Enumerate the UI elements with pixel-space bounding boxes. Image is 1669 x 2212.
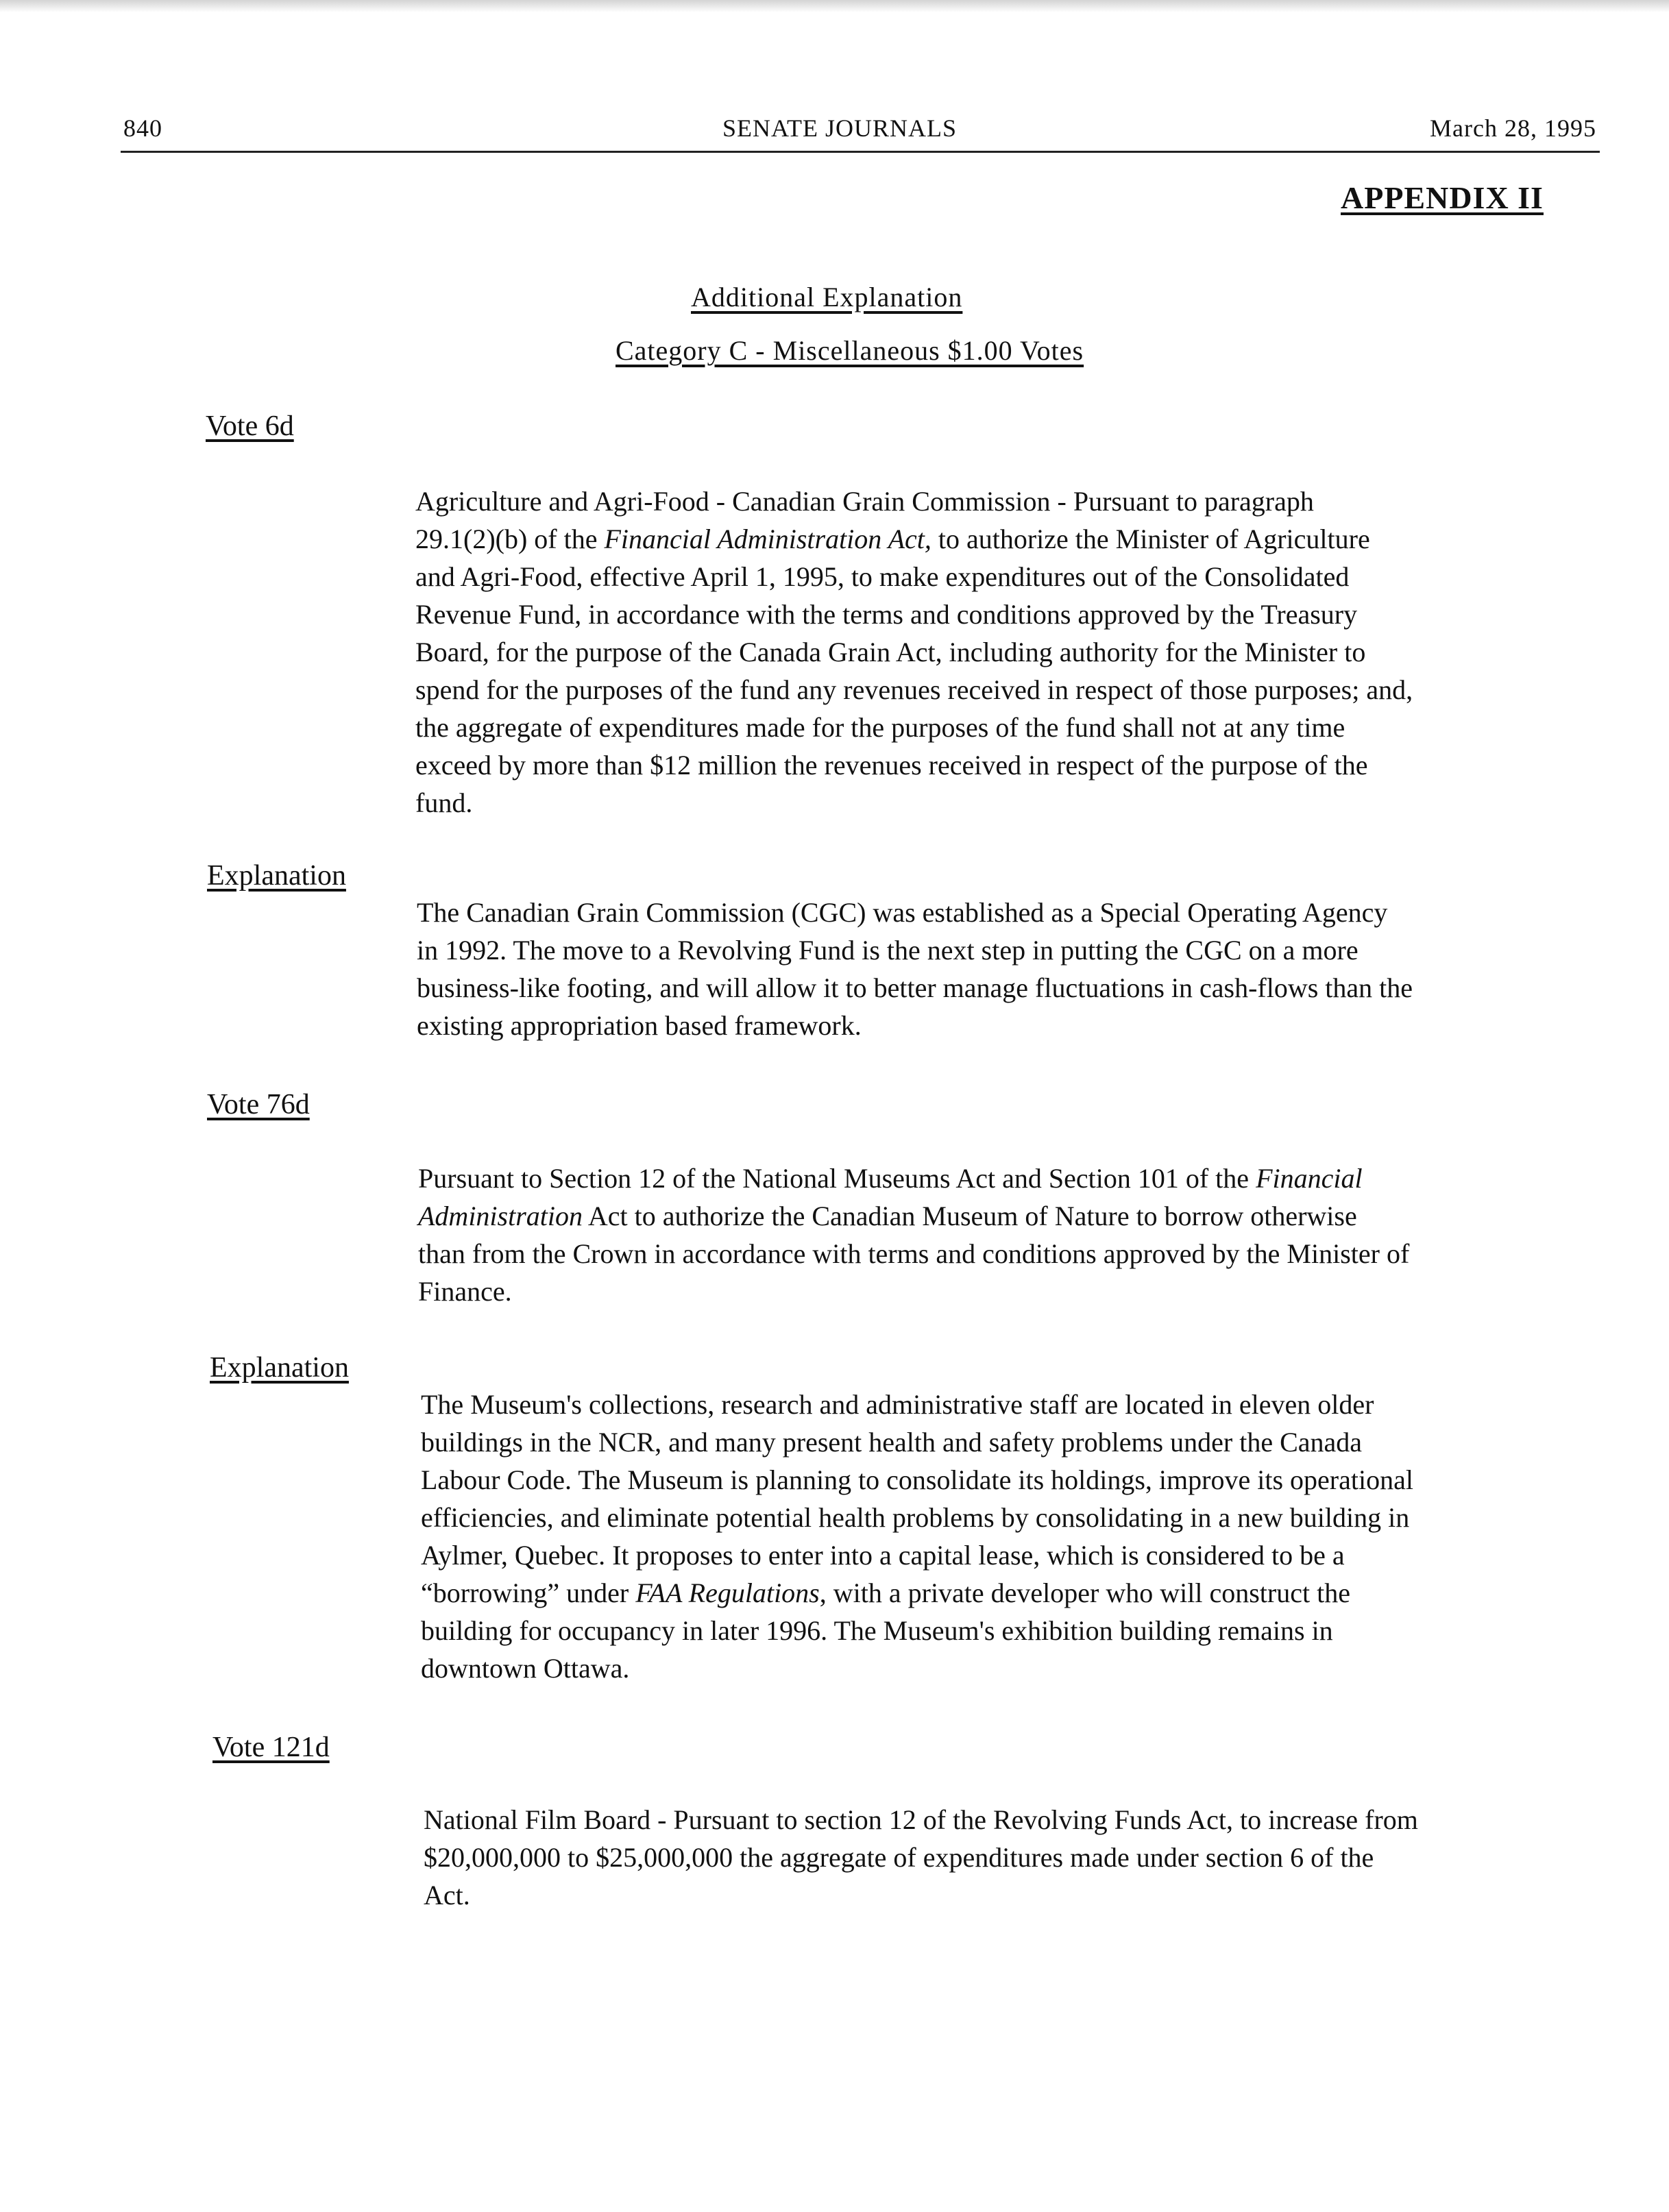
italic-act-title: Financial	[1256, 1163, 1363, 1194]
page-date: March 28, 1995	[1430, 114, 1596, 142]
vote-6d-label: Vote 6d	[206, 410, 294, 442]
text-line: Act.	[424, 1880, 470, 1910]
vote-121d-text	[424, 1801, 1418, 1914]
text-line: National Film Board - Pursuant to section 12 of the Revolving Funds Act, to increase from	[424, 1804, 1418, 1835]
italic-act-title: Administration	[418, 1201, 583, 1231]
text-line: spend for the purposes of the fund any revenues received in respect of those purposes; and,	[415, 674, 1413, 705]
text-line: The Museum's collections, research and administrative staff are located in eleven older	[421, 1389, 1374, 1420]
text-line: existing appropriation based framework.	[417, 1010, 862, 1041]
italic-act-title: Financial Administration Act,	[604, 524, 931, 554]
header-rule	[121, 151, 1600, 153]
scan-edge-shadow	[0, 0, 1669, 12]
text-line: 29.1(2)(b) of the Financial Administration Act, to authorize the Minister of Agriculture	[415, 524, 1370, 554]
text-line: Pursuant to Section 12 of the National Museums Act and Section 101 of the Financial	[418, 1163, 1363, 1194]
section-subtitle: Category C - Miscellaneous $1.00 Votes	[616, 335, 1084, 366]
italic-regulations: FAA Regulations	[635, 1577, 820, 1608]
text-line: in 1992. The move to a Revolving Fund is the next step in putting the CGC on a more	[417, 935, 1359, 966]
text-line: Board, for the purpose of the Canada Grain Act, including authority for the Minister to	[415, 637, 1366, 667]
appendix-title: APPENDIX II	[1341, 180, 1544, 215]
vote-121d-label: Vote 121d	[212, 1732, 330, 1763]
page-number: 840	[123, 114, 162, 142]
text-line: Labour Code. The Museum is planning to consolidate its holdings, improve its operational	[421, 1464, 1413, 1495]
text-line: and Agri-Food, effective April 1, 1995, to make expenditures out of the Consolidated	[415, 561, 1350, 592]
text-line: Revenue Fund, in accordance with the terms and conditions approved by the Treasury	[415, 599, 1358, 630]
text-line: Administration Act to authorize the Canadian Museum of Nature to borrow otherwise	[418, 1201, 1357, 1231]
text-line: the aggregate of expenditures made for the purposes of the fund shall not at any time	[415, 712, 1345, 743]
text-line: downtown Ottawa.	[421, 1653, 630, 1684]
text-line: “borrowing” under FAA Regulations, with a private developer who will construct the	[421, 1577, 1350, 1608]
text-line: Finance.	[418, 1276, 512, 1307]
text-line: building for occupancy in later 1996. The Museum's exhibition building remains in	[421, 1615, 1333, 1646]
vote-76d-label: Vote 76d	[207, 1089, 310, 1120]
explanation-label: Explanation	[210, 1352, 349, 1384]
text-line: buildings in the NCR, and many present health and safety problems under the Canada	[421, 1427, 1363, 1458]
text-line: fund.	[415, 787, 473, 818]
vote-76d-text	[418, 1159, 1409, 1310]
text-line: Aylmer, Quebec. It proposes to enter into a capital lease, which is considered to be a	[421, 1540, 1345, 1571]
explanation-cgc-text	[417, 894, 1413, 1044]
text-line: exceed by more than $12 million the revenues received in respect of the purpose of the	[415, 750, 1368, 781]
section-title: Additional Explanation	[691, 282, 963, 312]
text-line: business-like footing, and will allow it to better manage fluctuations in cash-flows than the	[417, 972, 1413, 1003]
text-line: efficiencies, and eliminate potential health problems by consolidating in a new building in	[421, 1502, 1410, 1533]
text-line: The Canadian Grain Commission (CGC) was established as a Special Operating Agency	[417, 897, 1388, 928]
journal-title: SENATE JOURNALS	[722, 114, 958, 142]
explanation-museum-text	[421, 1386, 1413, 1687]
text-line: $20,000,000 to $25,000,000 the aggregate of expenditures made under section 6 of the	[424, 1842, 1374, 1873]
text-line: Agriculture and Agri-Food - Canadian Grain Commission - Pursuant to paragraph	[415, 486, 1314, 517]
text-line: than from the Crown in accordance with terms and conditions approved by the Minister of	[418, 1238, 1410, 1269]
vote-6d-text	[415, 482, 1413, 822]
explanation-label: Explanation	[207, 860, 346, 892]
